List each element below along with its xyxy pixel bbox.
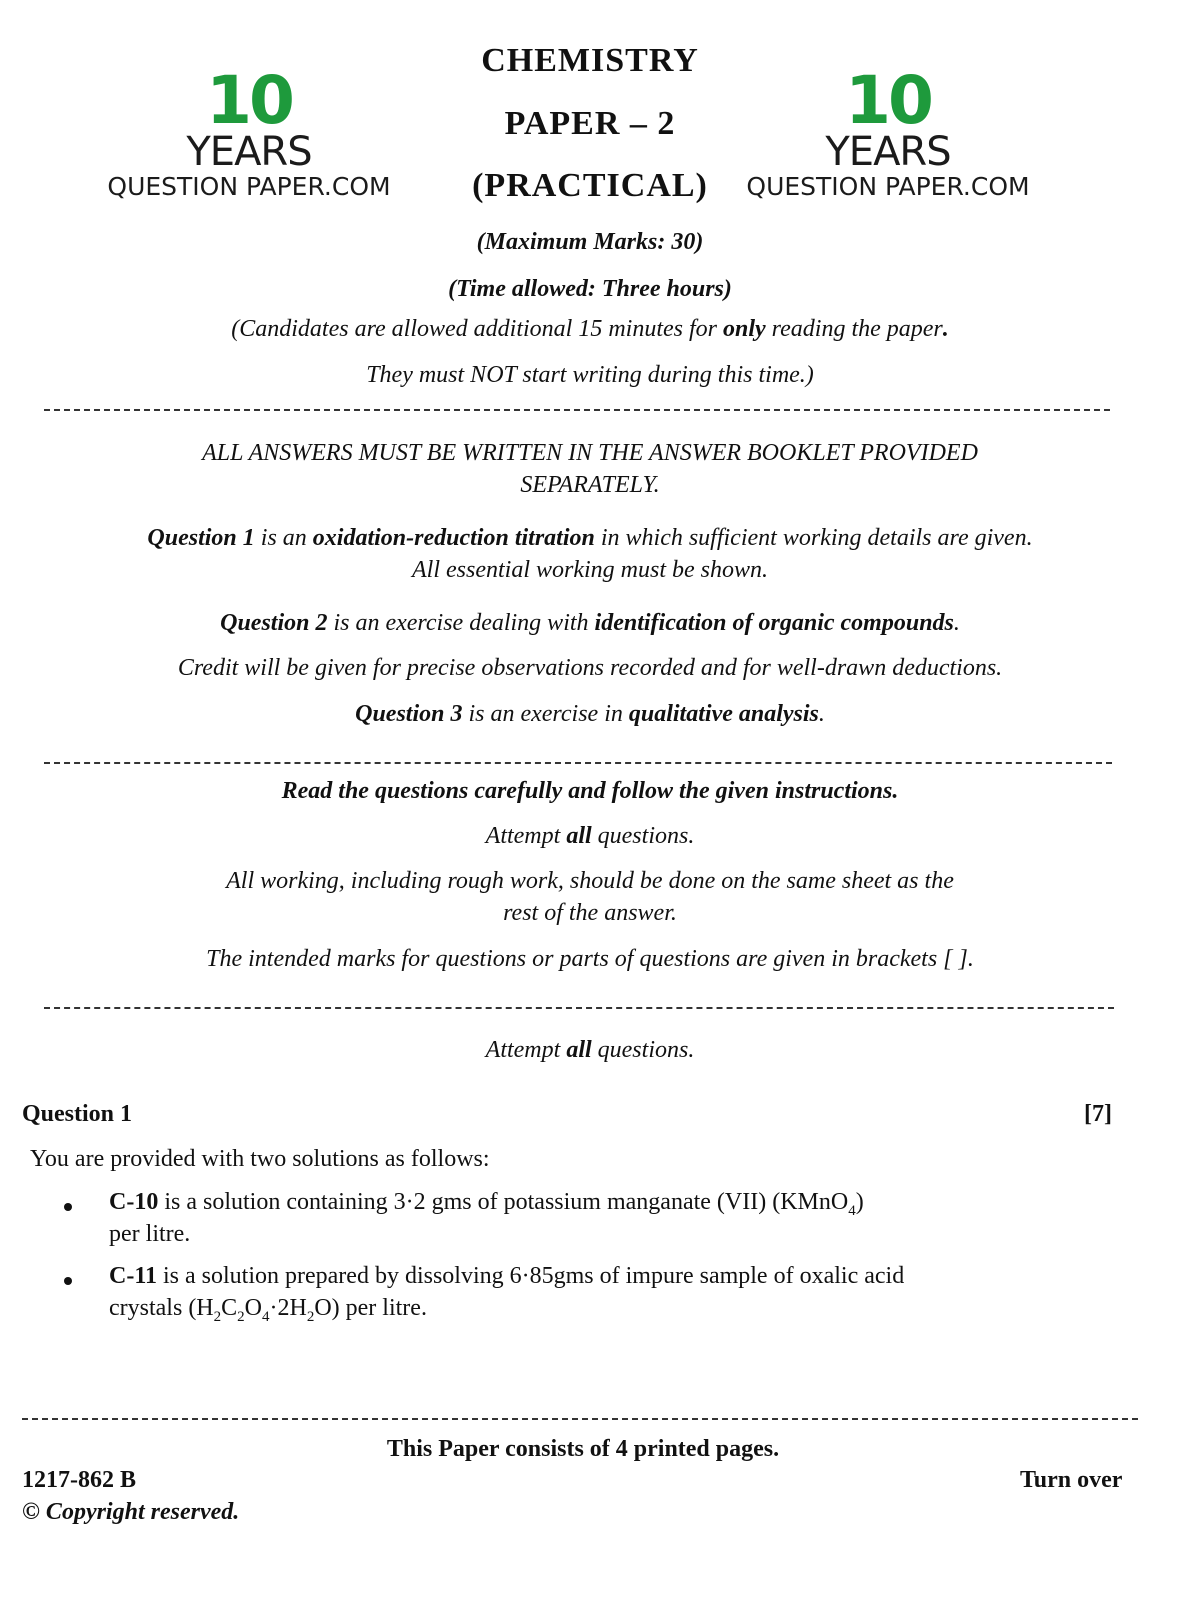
marks-note: The intended marks for questions or parts of questions are given in brackets [ ]. <box>206 946 974 972</box>
paper-number: PAPER – 2 <box>504 105 676 142</box>
logo-number: 10 <box>845 62 931 139</box>
logo-years: YEARS <box>186 129 312 175</box>
working-note-line1: All working, including rough work, should be done on the same sheet as the <box>226 868 954 894</box>
bullet-icon <box>64 1203 72 1211</box>
divider <box>44 762 1112 764</box>
question3-description: Question 3 is an exercise in qualitative analysis. <box>355 701 825 727</box>
logo-site: QUESTION PAPER.COM <box>746 172 1030 201</box>
divider <box>44 1007 1114 1009</box>
logo-site: QUESTION PAPER.COM <box>107 172 391 201</box>
solution-c11-line2: crystals $(H_2C_2O_4\cdot 2H_2O)$ per litre. <box>109 1295 427 1325</box>
reading-time-note: (Candidates are allowed additional 15 minutes for only reading the paper. <box>231 316 949 342</box>
question1-marks: [7] <box>1084 1101 1112 1127</box>
answers-note-line1: ALL ANSWERS MUST BE WRITTEN IN THE ANSWER BOOKLET PROVIDED <box>202 440 978 466</box>
max-marks: (Maximum Marks: 30) <box>476 229 704 255</box>
bullet-icon <box>64 1277 72 1285</box>
read-instructions: Read the questions carefully and follow the given instructions. <box>281 778 899 804</box>
paper-type: (PRACTICAL) <box>472 167 708 204</box>
time-allowed: (Time allowed: Three hours) <box>448 276 732 302</box>
divider <box>44 409 1110 411</box>
attempt-all-note-2: Attempt all questions. <box>485 1037 695 1063</box>
subject-title: CHEMISTRY <box>481 42 699 79</box>
working-note-line2: rest of the answer. <box>503 900 677 926</box>
logo-number: 10 <box>206 62 292 139</box>
no-writing-note: They must NOT start writing during this time.) <box>366 362 814 388</box>
answers-note-line2: SEPARATELY. <box>520 472 660 498</box>
question1-working-note: All essential working must be shown. <box>412 557 768 583</box>
attempt-all-note: Attempt all questions. <box>485 823 695 849</box>
copyright: © Copyright reserved. <box>22 1499 240 1525</box>
page-count-note: This Paper consists of 4 printed pages. <box>386 1436 780 1462</box>
paper-code: 1217-862 B <box>22 1467 136 1493</box>
solution-c10: C-10 is a solution containing 3·2 gms of potassium manganate (VII) (KMnO$_4$) <box>109 1189 864 1219</box>
credit-note: Credit will be given for precise observations recorded and for well-drawn deductions. <box>177 655 1003 681</box>
turn-over: Turn over <box>1020 1467 1123 1493</box>
divider <box>22 1418 1138 1420</box>
question1-heading: Question 1 <box>22 1101 133 1127</box>
question2-description: Question 2 is an exercise dealing with identification of organic compounds. <box>220 610 960 636</box>
question1-intro: You are provided with two solutions as follows: <box>30 1146 490 1172</box>
question1-description: Question 1 is an oxidation-reduction titration in which sufficient working details are given. <box>147 525 1033 551</box>
solution-c11: C-11 is a solution prepared by dissolving 6·85gms of impure sample of oxalic acid <box>109 1263 905 1289</box>
solution-c10-line2: per litre. <box>109 1221 191 1247</box>
logo-years: YEARS <box>825 129 951 175</box>
